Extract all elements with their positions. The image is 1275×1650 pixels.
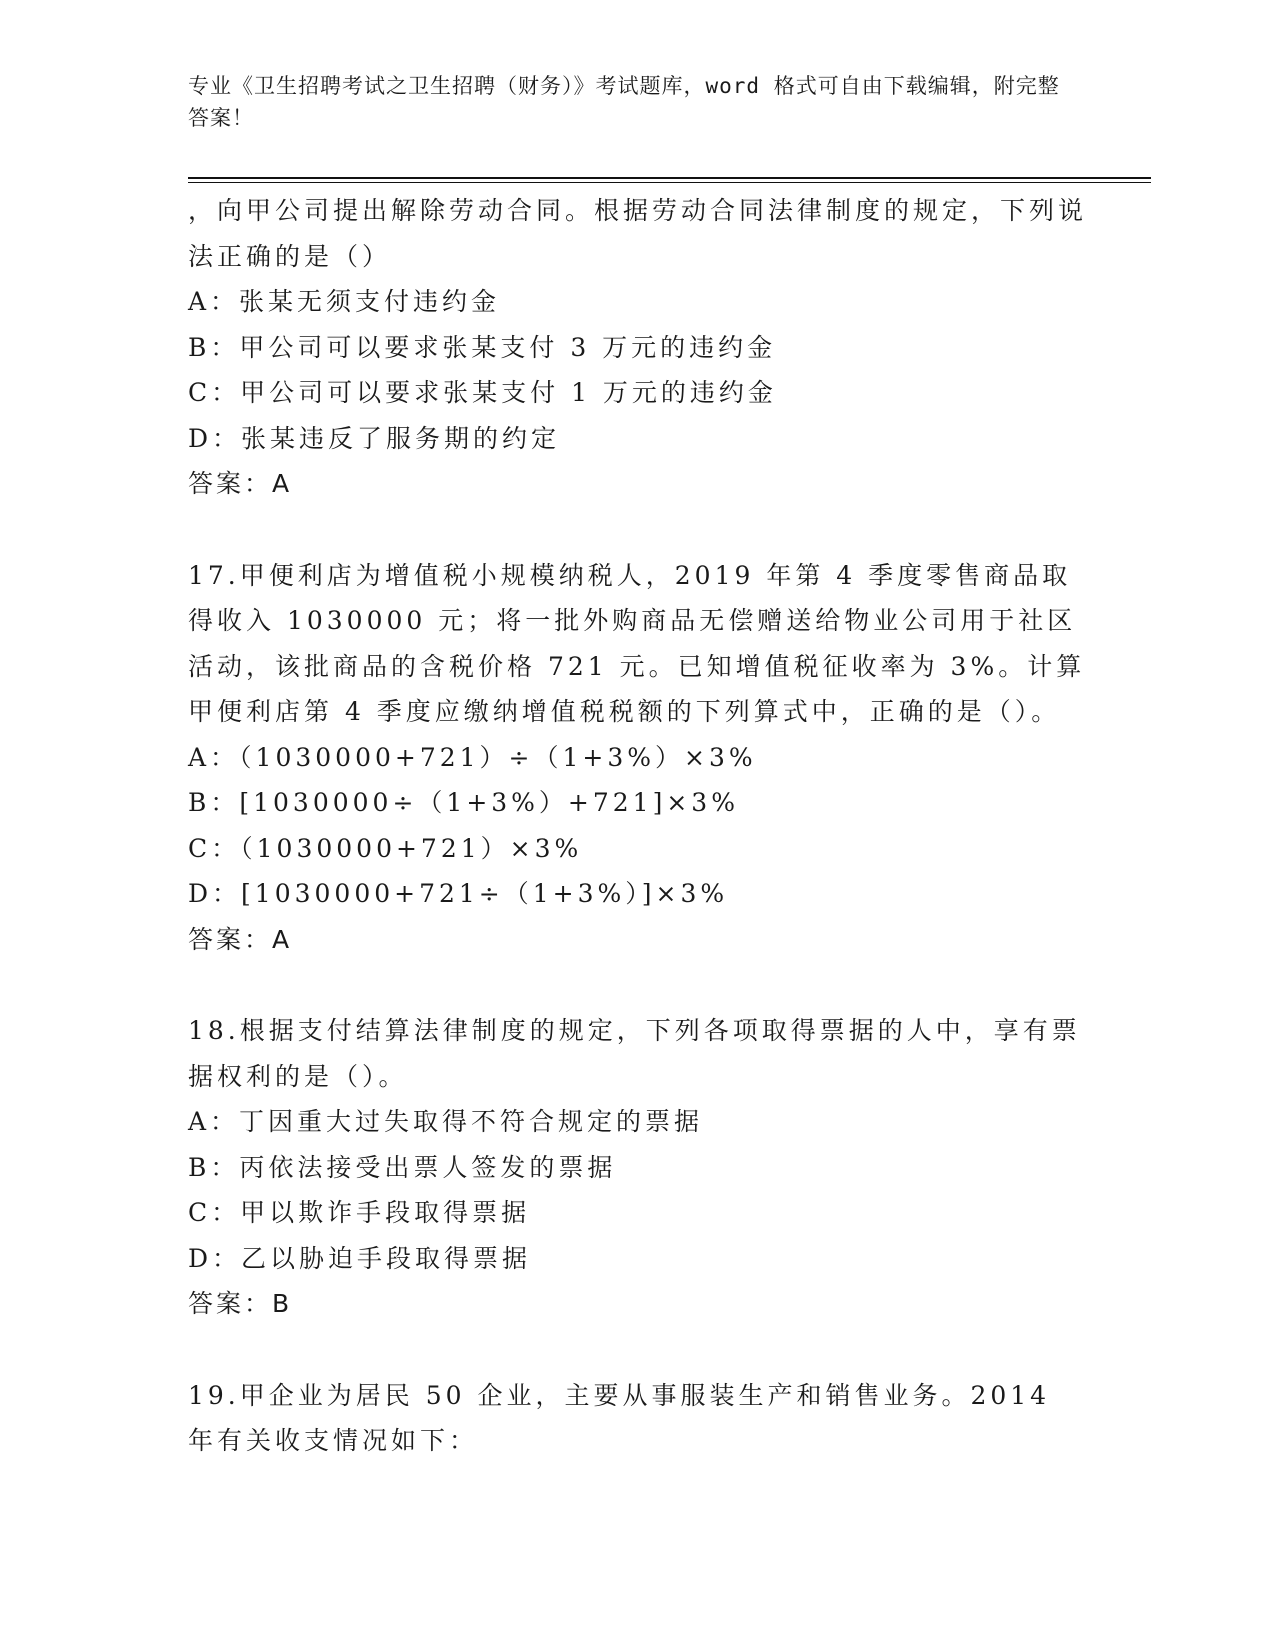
option-b: B：丙依法接受出票人签发的票据 — [188, 1152, 617, 1182]
question-block-19 — [188, 1373, 1088, 1464]
question-stem: 19.甲企业为居民 50 企业，主要从事服装生产和销售业务。2014 年有关收支情况如下： — [188, 1380, 1051, 1455]
question-stem: 18.根据支付结算法律制度的规定，下列各项取得票据的人中，享有票据权利的是（）。 — [188, 1016, 1081, 1091]
question-block-17 — [188, 553, 1088, 963]
option-a: A：张某无须支付违约金 — [188, 287, 501, 316]
spacer — [188, 962, 1088, 1008]
question-block — [188, 188, 1088, 507]
option-c: C：甲以欺诈手段取得票据 — [188, 1198, 531, 1227]
question-block-18 — [188, 1008, 1088, 1327]
option-d: D：[1030000+721÷（1+3%）]×3% — [188, 879, 729, 908]
answer-line: 答案：A — [188, 469, 293, 498]
answer-line: 答案：B — [188, 1289, 293, 1318]
spacer — [188, 507, 1088, 553]
question-list — [188, 188, 1088, 1464]
document-header — [188, 70, 1068, 134]
option-a: A：（1030000+721）÷（1+3%）×3% — [188, 742, 757, 772]
question-stem: 17.甲便利店为增值税小规模纳税人，2019 年第 4 季度零售商品取得收入 1030000 元；将一批外购商品无偿赠送给物业公司用于社区活动，该批商品的含税价格 721 元。已知增值税征收率为 3%。计算甲便利店第 4 季度应缴纳增值税税额的下列算式中，正确的是（）。 — [188, 560, 1086, 726]
header-title: 专业《卫生招聘考试之卫生招聘（财务）》考试题库，word 格式可自由下载编辑，附完整答案！ — [188, 74, 1060, 130]
option-a: A：丁因重大过失取得不符合规定的票据 — [188, 1107, 704, 1136]
answer-line: 答案：A — [188, 924, 293, 954]
header-divider-thin — [188, 182, 1151, 183]
header-divider — [188, 177, 1151, 179]
option-d: D：乙以胁迫手段取得票据 — [188, 1243, 532, 1273]
spacer — [188, 1327, 1088, 1373]
option-c: C：甲公司可以要求张某支付 1 万元的违约金 — [188, 378, 777, 407]
question-stem: ，向甲公司提出解除劳动合同。根据劳动合同法律制度的规定，下列说法正确的是（） — [188, 196, 1088, 271]
option-b: B：甲公司可以要求张某支付 3 万元的违约金 — [188, 332, 777, 362]
option-b: B：[1030000÷（1+3%）+721]×3% — [188, 788, 739, 817]
option-d: D：张某违反了服务期的约定 — [188, 423, 561, 453]
option-c: C：（1030000+721）×3% — [188, 833, 583, 863]
